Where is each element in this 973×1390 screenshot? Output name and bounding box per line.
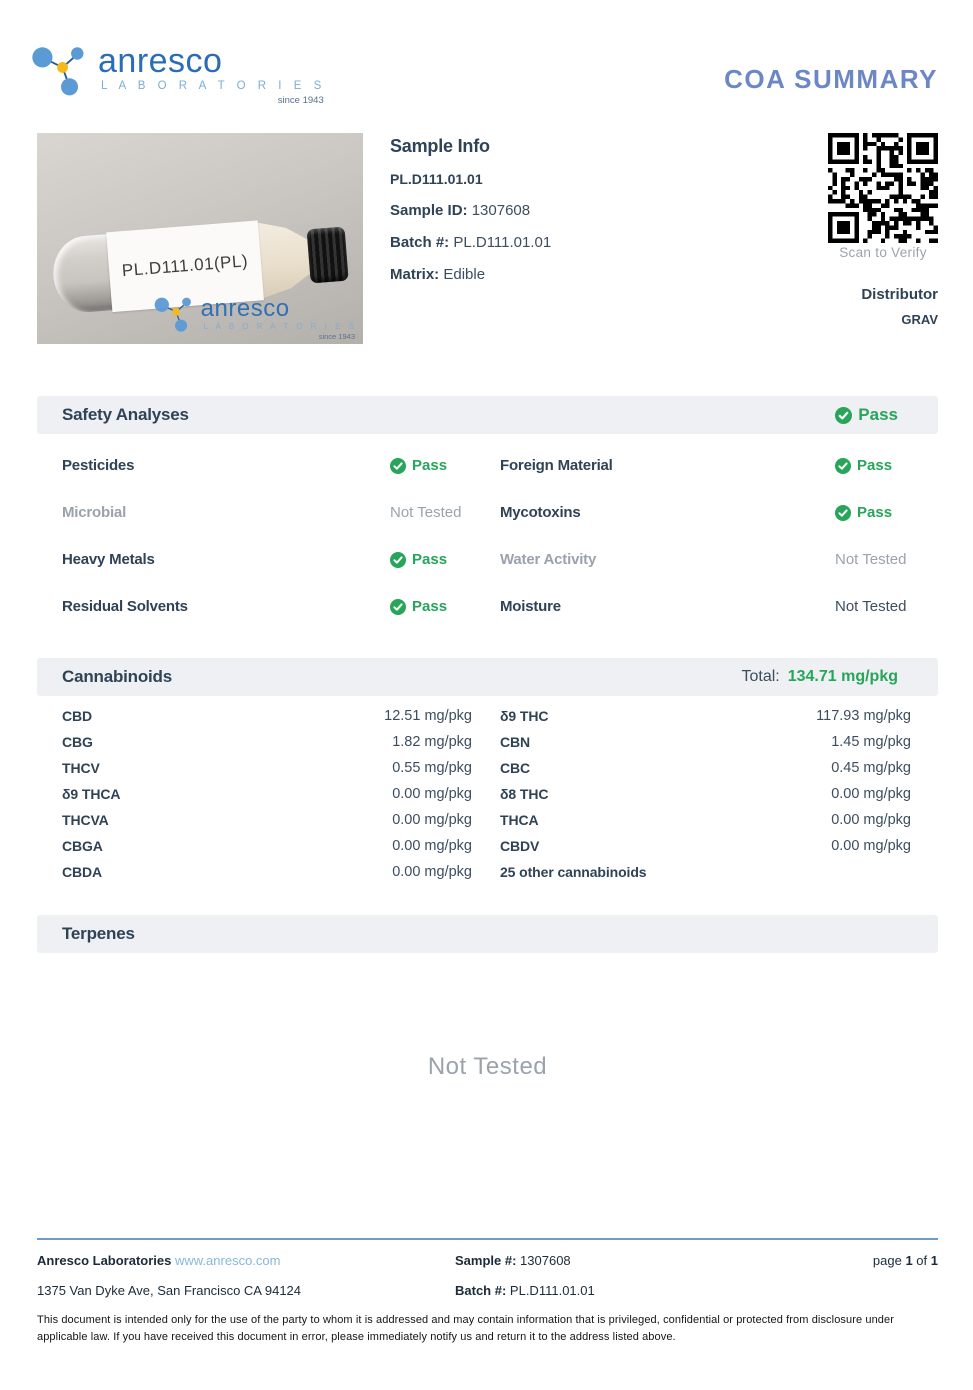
cannabinoids-header [37, 658, 938, 696]
safety-item-label: Moisture [500, 598, 561, 615]
footer-batch-value: PL.D111.01.01 [509, 1283, 595, 1298]
safety-item-status: Pass [835, 504, 908, 521]
cannabinoids-total: Total: 134.71 mg/pkg [741, 668, 898, 685]
cannabinoid-name: δ8 THC [500, 786, 549, 802]
cannabinoid-row [62, 807, 911, 833]
safety-item-status: Not Tested [390, 504, 462, 521]
safety-row [62, 583, 908, 630]
cannabinoid-value: 0.00 mg/pkg [392, 838, 472, 854]
cannabinoid-value: 0.00 mg/pkg [392, 864, 472, 880]
cannabinoid-row [62, 703, 911, 729]
cannabinoid-value: 0.45 mg/pkg [831, 760, 911, 776]
sample-info-heading: Sample Info [390, 136, 490, 156]
cannabinoids-section [37, 658, 938, 885]
footer-batch-label: Batch #: [455, 1283, 507, 1298]
safety-analyses-title: Safety Analyses [62, 405, 189, 424]
logo-subtitle: L A B O R A T O R I E S [101, 80, 326, 92]
safety-item-label: Pesticides [62, 457, 135, 474]
check-circle-icon [835, 407, 852, 424]
terpenes-section [37, 915, 938, 1081]
cannabinoid-name: CBD [62, 708, 93, 724]
safety-rows [37, 442, 938, 630]
safety-item-label: Foreign Material [500, 457, 613, 474]
footer [37, 1238, 938, 1345]
batch-field: Batch #: PL.D111.01.01 [390, 234, 552, 251]
safety-analyses-header [37, 396, 938, 434]
page-indicator: page 1 of 1 [872, 1253, 938, 1268]
total-value: 134.71 mg/pkg [787, 668, 898, 685]
check-circle-icon [390, 552, 406, 568]
sample-product-code: PL.D111.01.01 [390, 171, 483, 187]
cannabinoid-name: δ9 THCA [62, 786, 121, 802]
cannabinoid-value: 0.00 mg/pkg [831, 838, 911, 854]
cannabinoid-name: THCVA [62, 812, 109, 828]
anresco-logo [30, 38, 326, 105]
terpenes-title: Terpenes [62, 924, 135, 943]
cannabinoid-name: δ9 THC [500, 708, 549, 724]
cannabinoid-name: CBGA [62, 838, 103, 854]
distributor-label: Distributor [861, 286, 938, 303]
check-circle-icon [835, 505, 851, 521]
verify-column [808, 133, 938, 344]
sample-info-block [363, 133, 808, 344]
sample-id-field: Sample ID: 1307608 [390, 202, 531, 219]
cannabinoid-value: 0.00 mg/pkg [831, 786, 911, 802]
cannabinoid-name: CBG [62, 734, 93, 750]
cannabinoid-name: CBN [500, 734, 531, 750]
footer-address: 1375 Van Dyke Ave, San Francisco CA 94124 [37, 1283, 302, 1298]
cannabinoid-value: 1.45 mg/pkg [831, 734, 911, 750]
safety-item-status: Pass [390, 551, 500, 568]
molecule-icon [30, 38, 92, 100]
safety-item-status: Not Tested [835, 551, 907, 568]
footer-website-link[interactable]: www.anresco.com [175, 1253, 281, 1268]
molecule-icon [153, 291, 197, 335]
safety-item-label: Residual Solvents [62, 598, 188, 615]
cannabinoid-value: 0.00 mg/pkg [392, 786, 472, 802]
safety-item-label: Mycotoxins [500, 504, 581, 521]
page-title: COA SUMMARY [724, 64, 938, 94]
bottle-label: PL.D111.01(PL) [106, 220, 264, 312]
cannabinoid-value: 12.51 mg/pkg [384, 708, 472, 724]
cannabinoid-value: 0.55 mg/pkg [392, 760, 472, 776]
matrix-field: Matrix: Edible [390, 266, 486, 283]
safety-item-status: Not Tested [835, 598, 907, 615]
footer-row-1 [37, 1253, 938, 1268]
cannabinoid-name: THCV [62, 760, 100, 776]
safety-item-status: Pass [390, 598, 500, 615]
header [0, 0, 973, 105]
cannabinoid-row [62, 781, 911, 807]
logo-tagline: since 1943 [277, 94, 324, 106]
check-circle-icon [835, 458, 851, 474]
safety-row [62, 489, 908, 536]
cannabinoid-row [62, 833, 911, 859]
bottle-liquid [257, 218, 315, 298]
photo-watermark-logo: anresco L A B O R A T O R I E S since 1943 [153, 291, 357, 341]
cannabinoid-value: 0.00 mg/pkg [831, 812, 911, 828]
safety-row [62, 536, 908, 583]
footer-row-2 [37, 1283, 938, 1298]
cannabinoid-value: 1.82 mg/pkg [392, 734, 472, 750]
cannabinoid-row [62, 859, 911, 885]
safety-item-label: Water Activity [500, 551, 597, 568]
cannabinoid-name: CBDV [500, 838, 540, 854]
safety-analyses-section [37, 396, 938, 630]
cannabinoid-rows [37, 703, 938, 885]
footer-disclaimer: This document is intended only for the use of the party to whom it is addressed and may contain information that is privileged, confidential or protected from disclosure under applicable law. If you have received this document in error, please immediately notify us and return it to the address listed above. [37, 1314, 895, 1343]
safety-overall-status: Pass [835, 405, 898, 425]
cannabinoid-name: 25 other cannabinoids [500, 864, 647, 880]
cannabinoid-value: 117.93 mg/pkg [816, 708, 911, 724]
logo-name: anresco [98, 42, 223, 80]
footer-sample-label: Sample #: [455, 1253, 517, 1268]
check-circle-icon [390, 599, 406, 615]
safety-item-label: Heavy Metals [62, 551, 155, 568]
sample-photo [37, 133, 363, 344]
check-circle-icon [390, 458, 406, 474]
safety-item-status: Pass [835, 457, 908, 474]
cannabinoid-row [62, 729, 911, 755]
cannabinoid-row [62, 755, 911, 781]
safety-item-status: Pass [390, 457, 500, 474]
distributor-name: GRAV [901, 312, 938, 327]
terpenes-status: Not Tested [427, 1053, 548, 1080]
cannabinoid-name: CBC [500, 760, 531, 776]
bottle-cap [307, 227, 349, 284]
cannabinoid-value: 0.00 mg/pkg [392, 812, 472, 828]
terpenes-header [37, 915, 938, 953]
footer-company: Anresco Laboratories [37, 1253, 172, 1268]
footer-sample-value: 1307608 [520, 1253, 571, 1268]
cannabinoid-name: THCA [500, 812, 539, 828]
cannabinoids-title: Cannabinoids [62, 667, 172, 686]
qr-caption: Scan to Verify [839, 245, 927, 260]
qr-code [828, 133, 938, 260]
sample-info-row [37, 133, 938, 344]
safety-item-label: Microbial [62, 504, 127, 521]
safety-row [62, 442, 908, 489]
cannabinoid-name: CBDA [62, 864, 103, 880]
